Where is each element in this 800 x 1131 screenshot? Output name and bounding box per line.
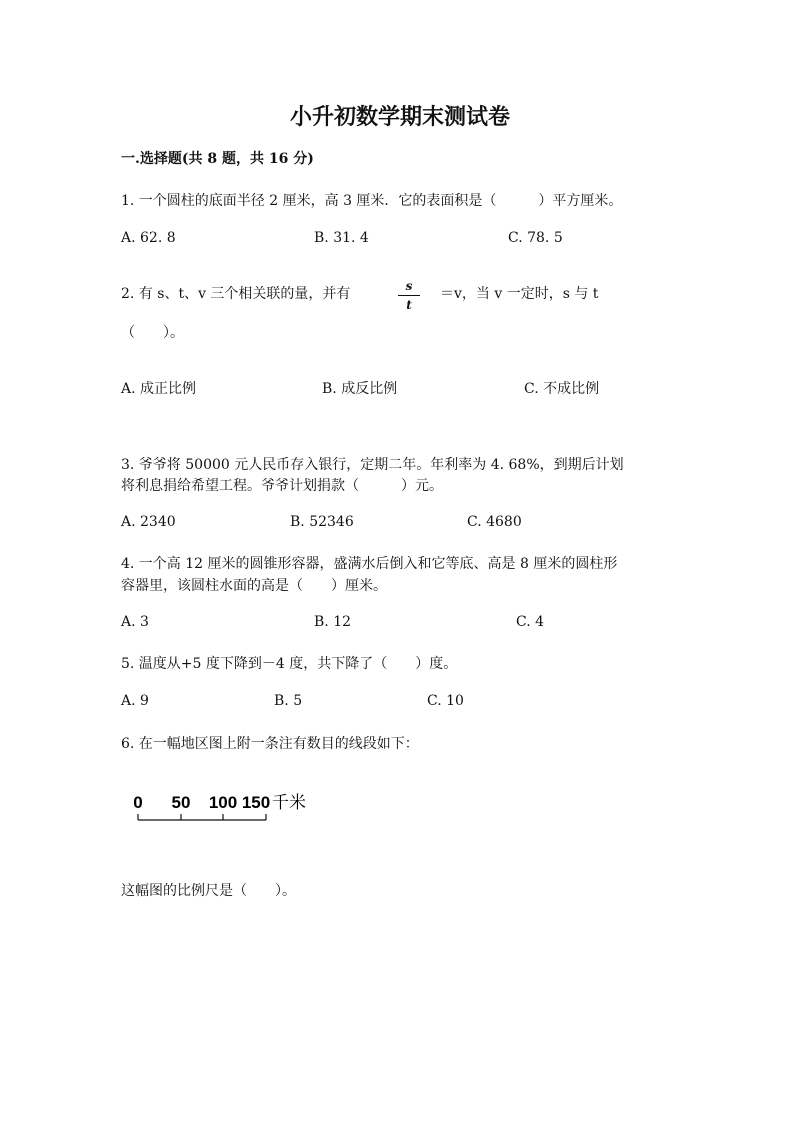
question-1-text: 1. 一个圆柱的底面半径 2 厘米，高 3 厘米．它的表面积是（ ）平方厘米。 [121,193,623,209]
fraction-bar [398,295,420,296]
question-4-option-b: B. 12 [314,614,352,630]
scale-label-100: 100 [208,793,238,812]
scale-bar-figure [130,788,330,828]
fraction-denominator: t [406,298,412,312]
question-3-line-2: 将利息捐给希望工程。爷爷计划捐款（ ）元。 [121,478,443,494]
question-1-option-c: C. 78. 5 [508,230,563,246]
question-6-text: 6. 在一幅地区图上附一条注有数目的线段如下： [121,736,419,752]
question-6-prompt: 这幅图的比例尺是（ ）。 [121,883,296,899]
question-4-line-2: 容器里，该圆柱水面的高是（ ）厘米。 [121,578,387,594]
question-2-text: 2. 有 s、t、v 三个相关联的量，并有 [121,286,351,302]
question-2-option-b: B. 成反比例 [322,381,398,397]
question-2-blank: （ ）。 [121,325,184,341]
question-4-option-a: A. 3 [121,614,149,630]
fraction-s-over-t [398,278,420,313]
scale-unit: 千米 [272,793,306,813]
question-5-text: 5. 温度从+5 度下降到－4 度，共下降了（ ）度。 [121,656,458,672]
question-4-line-1: 4. 一个高 12 厘米的圆锥形容器，盛满水后倒入和它等底、高是 8 厘米的圆柱形 [121,556,618,572]
question-5-option-a: A. 9 [121,693,149,709]
question-2-option-c: C. 不成比例 [524,381,600,397]
question-1-option-b: B. 31. 4 [314,230,369,246]
question-5-option-b: B. 5 [274,693,303,709]
question-1-option-a: A. 62. 8 [121,230,176,246]
scale-label-150: 150 [241,793,271,812]
question-2-text-cont: ＝v，当 v 一定时，s 与 t [440,286,599,302]
question-3-line-1: 3. 爷爷将 50000 元人民币存入银行，定期二年。年利率为 4. 68%，到期后计划 [121,457,624,473]
section-heading: 一.选择题(共 8 题，共 16 分) [121,151,314,167]
question-5-option-c: C. 10 [427,693,464,709]
question-4-option-c: C. 4 [516,614,545,630]
question-3-option-b: B. 52346 [290,514,354,530]
page-title: 小升初数学期末测试卷 [289,104,510,130]
question-3-option-c: C. 4680 [467,514,522,530]
question-3-option-a: A. 2340 [121,514,176,530]
scale-label-0: 0 [133,793,143,812]
question-2-option-a: A. 成正比例 [121,381,197,397]
scale-label-50: 50 [171,793,191,812]
fraction-numerator: s [405,279,413,293]
